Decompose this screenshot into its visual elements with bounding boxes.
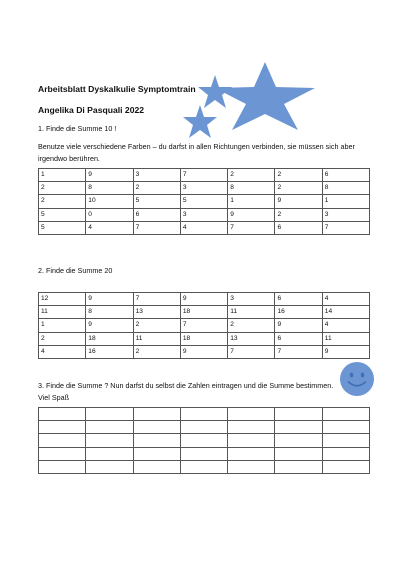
worksheet-title: Arbeitsblatt Dyskalkulie Symptomtrain — [38, 84, 196, 94]
grid-cell[interactable]: 6 — [322, 169, 369, 182]
grid-cell[interactable]: 14 — [322, 306, 369, 319]
grid-cell[interactable]: 8 — [322, 182, 369, 195]
grid-cell[interactable]: 4 — [86, 221, 133, 234]
grid-cell[interactable] — [133, 447, 180, 460]
grid-cell[interactable]: 5 — [180, 195, 227, 208]
grid-cell[interactable] — [322, 421, 369, 434]
grid-cell[interactable] — [322, 447, 369, 460]
grid-cell[interactable] — [180, 447, 227, 460]
grid-cell[interactable]: 5 — [133, 195, 180, 208]
grid-cell[interactable]: 0 — [86, 208, 133, 221]
grid-cell[interactable]: 8 — [86, 182, 133, 195]
task1-number-grid — [38, 168, 370, 235]
table-row — [39, 208, 370, 221]
grid-cell[interactable]: 7 — [322, 221, 369, 234]
grid-cell[interactable] — [133, 421, 180, 434]
grid-cell[interactable]: 9 — [322, 345, 369, 358]
grid-cell[interactable] — [86, 408, 133, 421]
grid-cell[interactable] — [180, 434, 227, 447]
grid-cell[interactable]: 7 — [228, 345, 275, 358]
grid-cell[interactable]: 3 — [228, 293, 275, 306]
grid-cell[interactable]: 3 — [322, 208, 369, 221]
grid-cell[interactable]: 4 — [322, 293, 369, 306]
table-row — [39, 421, 370, 434]
grid-cell[interactable]: 2 — [39, 195, 86, 208]
grid-cell[interactable]: 1 — [322, 195, 369, 208]
grid-cell[interactable]: 1 — [228, 195, 275, 208]
grid-cell[interactable] — [39, 408, 86, 421]
grid-cell[interactable] — [275, 460, 322, 473]
grid-cell[interactable] — [180, 408, 227, 421]
grid-cell[interactable] — [86, 421, 133, 434]
grid-cell[interactable]: 2 — [39, 332, 86, 345]
grid-cell[interactable]: 9 — [275, 319, 322, 332]
grid-cell[interactable]: 1 — [39, 319, 86, 332]
task1-heading: 1. Finde die Summe 10 ! — [38, 124, 117, 133]
grid-cell[interactable]: 4 — [39, 345, 86, 358]
grid-cell[interactable] — [228, 434, 275, 447]
grid-cell[interactable] — [275, 434, 322, 447]
grid-cell[interactable]: 9 — [228, 208, 275, 221]
grid-cell[interactable]: 3 — [133, 169, 180, 182]
grid-cell[interactable]: 18 — [180, 306, 227, 319]
grid-cell[interactable]: 7 — [180, 319, 227, 332]
grid-cell[interactable]: 11 — [322, 332, 369, 345]
grid-cell[interactable]: 9 — [275, 195, 322, 208]
grid-cell[interactable] — [39, 447, 86, 460]
grid-cell[interactable]: 5 — [39, 208, 86, 221]
task3-heading: 3. Finde die Summe ? Nun darfst du selbst die Zahlen eintragen und die Summe bestimmen. Viel Spaß — [38, 381, 334, 402]
grid-cell[interactable]: 9 — [180, 293, 227, 306]
grid-cell[interactable]: 4 — [180, 221, 227, 234]
grid-cell[interactable]: 4 — [322, 319, 369, 332]
grid-cell[interactable] — [39, 460, 86, 473]
grid-cell[interactable]: 1 — [39, 169, 86, 182]
grid-cell[interactable] — [228, 408, 275, 421]
grid-cell[interactable]: 2 — [39, 182, 86, 195]
table-row — [39, 195, 370, 208]
grid-cell[interactable]: 2 — [275, 208, 322, 221]
grid-cell[interactable]: 11 — [39, 306, 86, 319]
grid-cell[interactable] — [322, 460, 369, 473]
grid-cell[interactable]: 10 — [86, 195, 133, 208]
grid-cell[interactable]: 18 — [180, 332, 227, 345]
grid-cell[interactable] — [228, 447, 275, 460]
grid-cell[interactable]: 6 — [275, 293, 322, 306]
table-row — [39, 460, 370, 473]
grid-cell[interactable]: 6 — [133, 208, 180, 221]
grid-cell[interactable]: 7 — [228, 221, 275, 234]
table-row — [39, 332, 370, 345]
grid-cell[interactable]: 2 — [228, 319, 275, 332]
author-line: Angelika Di Pasquali 2022 — [38, 105, 145, 115]
grid-cell[interactable]: 8 — [228, 182, 275, 195]
grid-cell[interactable] — [86, 460, 133, 473]
small-star-bottom-icon — [181, 104, 219, 140]
grid-cell[interactable] — [228, 421, 275, 434]
grid-cell[interactable]: 9 — [86, 319, 133, 332]
grid-cell[interactable]: 11 — [133, 332, 180, 345]
grid-cell[interactable]: 6 — [275, 332, 322, 345]
grid-cell[interactable] — [86, 447, 133, 460]
grid-cell[interactable]: 2 — [228, 169, 275, 182]
table-row — [39, 182, 370, 195]
grid-cell[interactable] — [180, 421, 227, 434]
grid-cell[interactable]: 3 — [180, 208, 227, 221]
grid-cell[interactable]: 3 — [180, 182, 227, 195]
table-row — [39, 434, 370, 447]
grid-cell[interactable] — [180, 460, 227, 473]
grid-cell[interactable]: 7 — [275, 345, 322, 358]
smiley-icon — [339, 361, 375, 397]
grid-cell[interactable] — [39, 434, 86, 447]
table-row — [39, 169, 370, 182]
task2-number-grid — [38, 292, 370, 359]
table-row — [39, 293, 370, 306]
grid-cell[interactable] — [86, 434, 133, 447]
table-row — [39, 345, 370, 358]
grid-cell[interactable] — [133, 408, 180, 421]
grid-cell[interactable] — [228, 460, 275, 473]
grid-cell[interactable] — [275, 421, 322, 434]
grid-cell[interactable] — [275, 408, 322, 421]
grid-cell[interactable] — [275, 447, 322, 460]
grid-cell[interactable]: 16 — [86, 345, 133, 358]
grid-cell[interactable]: 9 — [180, 345, 227, 358]
grid-cell[interactable] — [133, 460, 180, 473]
grid-cell[interactable]: 9 — [86, 169, 133, 182]
grid-cell[interactable]: 8 — [86, 306, 133, 319]
grid-cell[interactable]: 13 — [228, 332, 275, 345]
grid-cell[interactable]: 2 — [133, 182, 180, 195]
grid-cell[interactable]: 16 — [275, 306, 322, 319]
grid-cell[interactable]: 11 — [228, 306, 275, 319]
grid-cell[interactable]: 7 — [180, 169, 227, 182]
grid-cell[interactable] — [322, 408, 369, 421]
table-row — [39, 408, 370, 421]
grid-cell[interactable]: 5 — [39, 221, 86, 234]
grid-cell[interactable]: 2 — [275, 182, 322, 195]
grid-cell[interactable]: 7 — [133, 293, 180, 306]
task3-empty-grid — [38, 407, 370, 474]
table-row — [39, 319, 370, 332]
grid-cell[interactable]: 18 — [86, 332, 133, 345]
grid-cell[interactable]: 13 — [133, 306, 180, 319]
task2-heading: 2. Finde die Summe 20 — [38, 266, 113, 275]
grid-cell[interactable]: 7 — [133, 221, 180, 234]
grid-cell[interactable]: 12 — [39, 293, 86, 306]
table-row — [39, 221, 370, 234]
table-row — [39, 306, 370, 319]
task1-instruction: Benutze viele verschiedene Farben – du darfst in allen Richtungen verbinden, sie müssen sich aber irgendwo berühren. — [38, 142, 355, 163]
grid-cell[interactable]: 6 — [275, 221, 322, 234]
grid-cell[interactable] — [39, 421, 86, 434]
table-row — [39, 447, 370, 460]
grid-cell[interactable] — [133, 434, 180, 447]
grid-cell[interactable]: 2 — [133, 319, 180, 332]
grid-cell[interactable] — [322, 434, 369, 447]
grid-cell[interactable]: 2 — [275, 169, 322, 182]
grid-cell[interactable]: 2 — [133, 345, 180, 358]
grid-cell[interactable]: 9 — [86, 293, 133, 306]
